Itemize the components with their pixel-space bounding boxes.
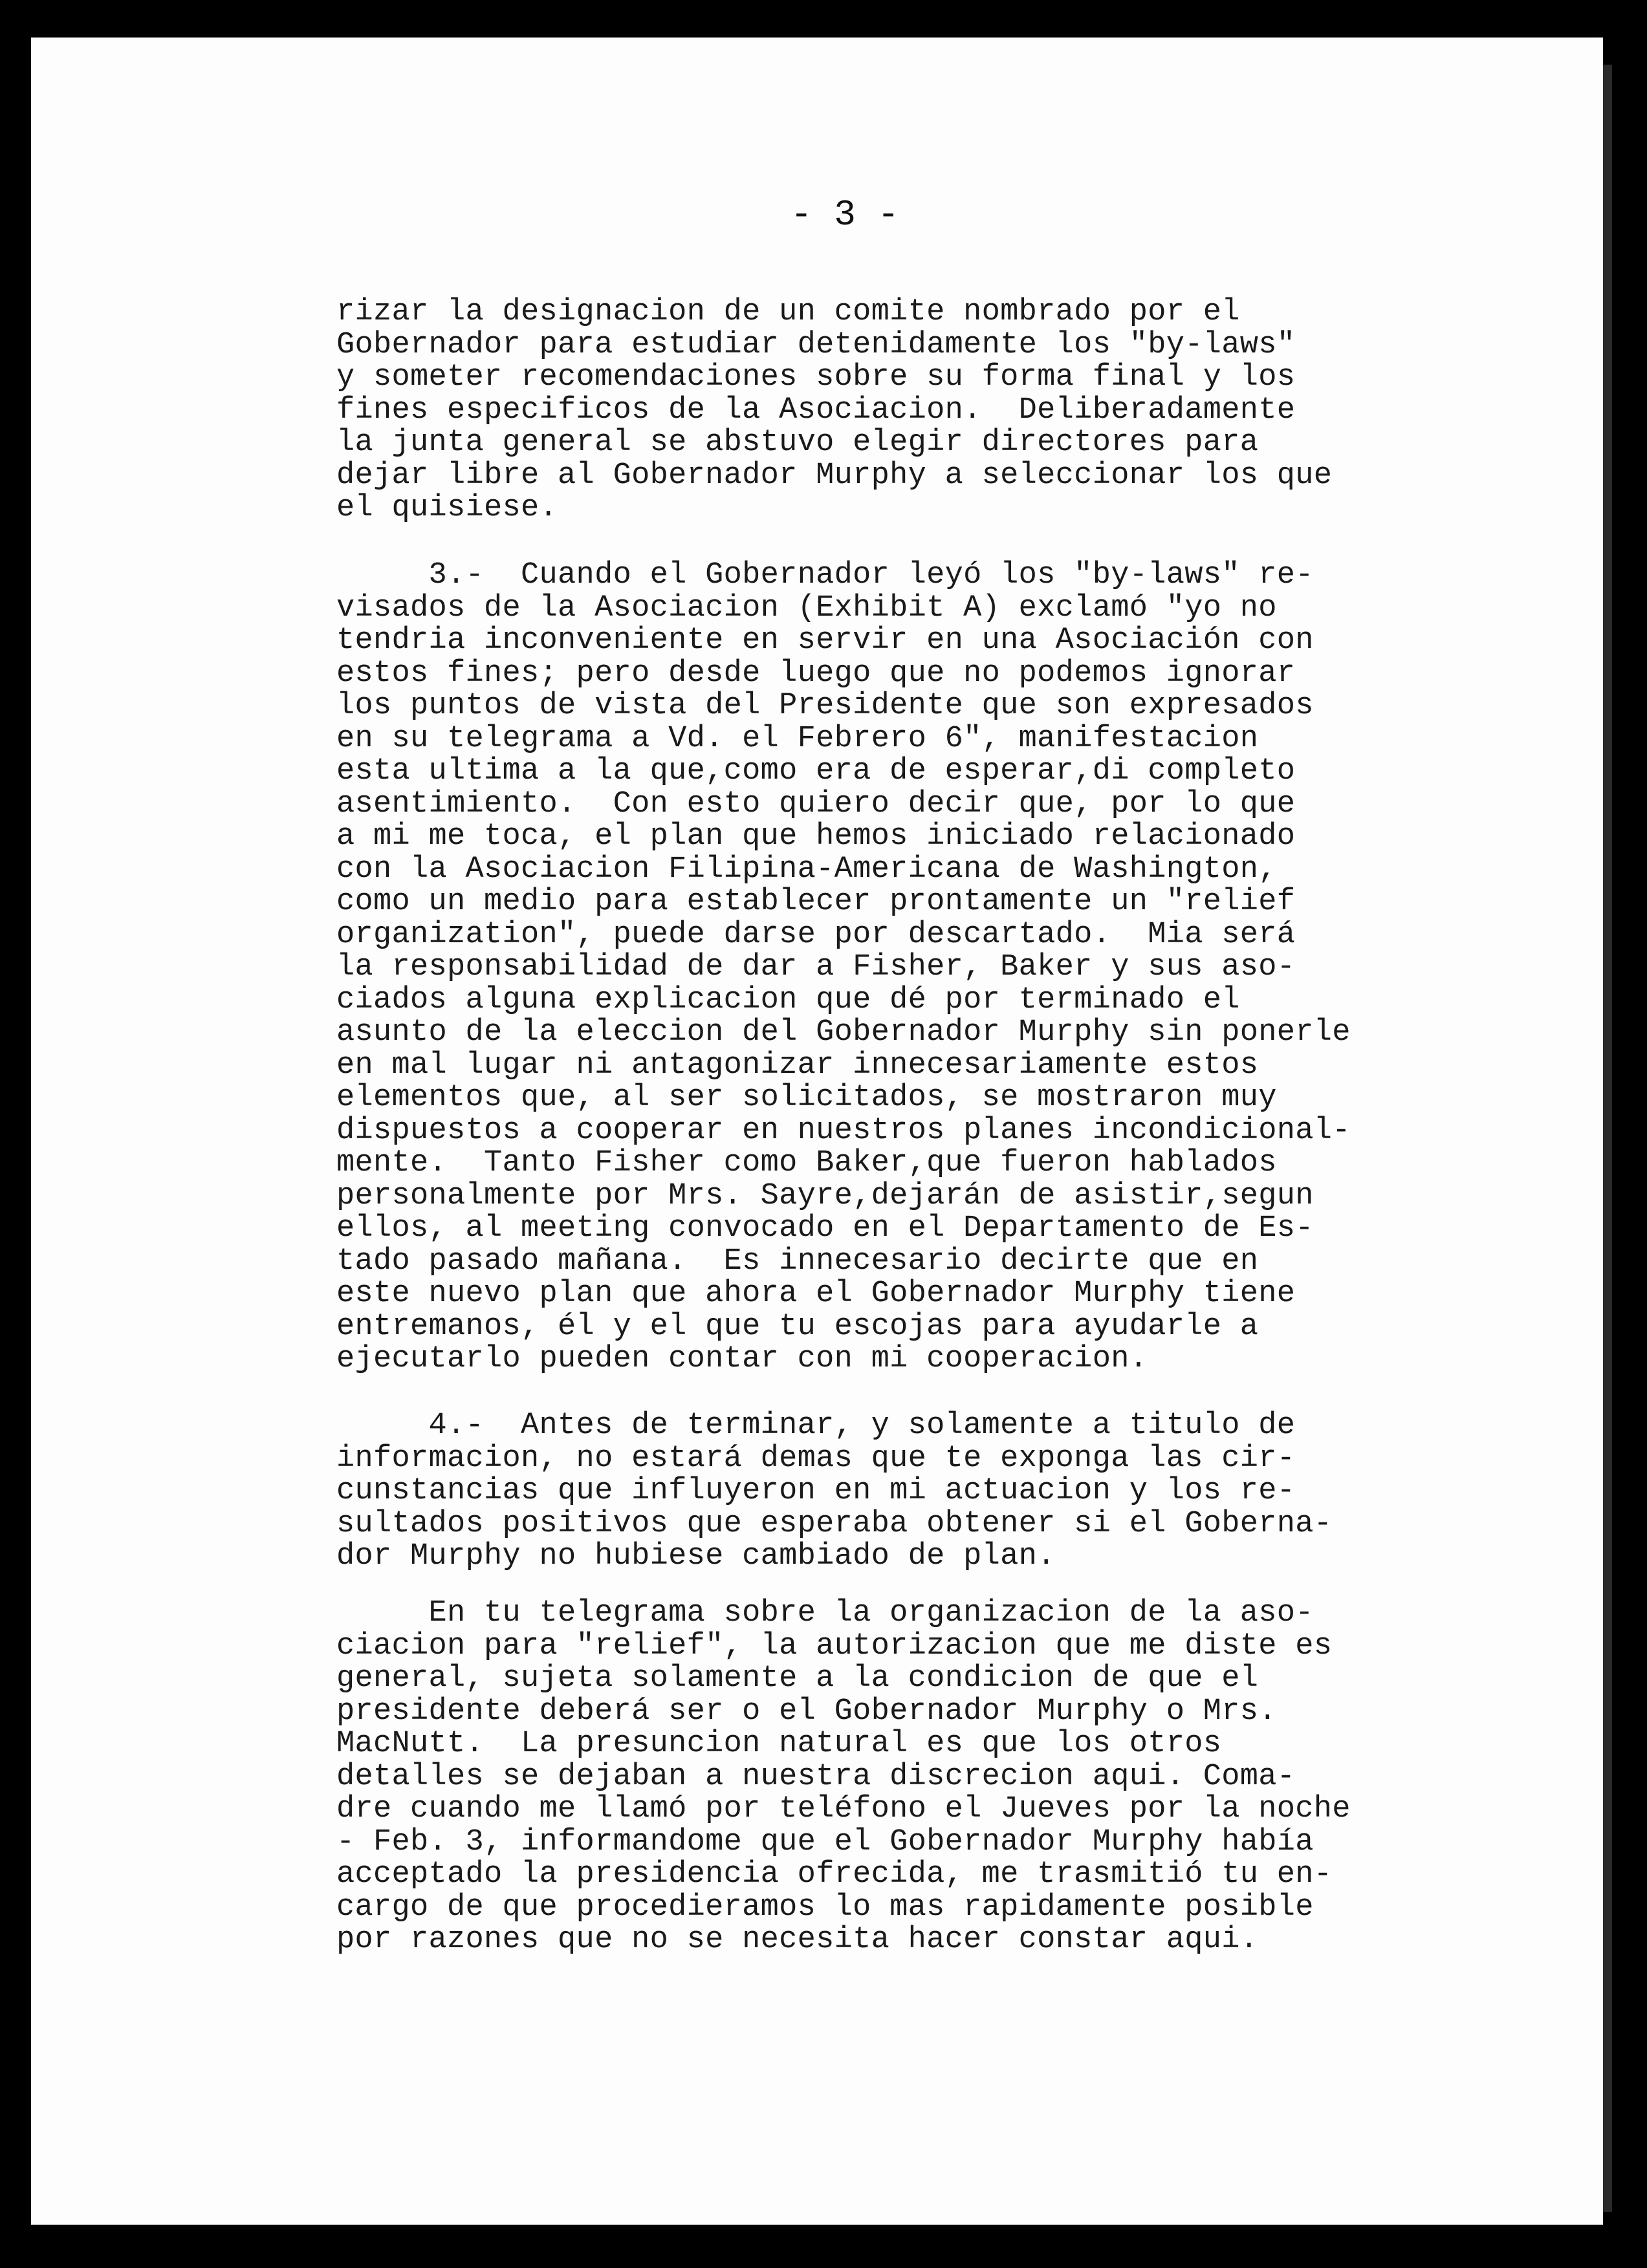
text-line: asunto de la eleccion del Gobernador Murphy sin ponerle	[336, 1015, 1351, 1050]
text-line: dre cuando me llamó por teléfono el Jueves por la noche	[336, 1792, 1351, 1826]
text-line: cargo de que procedieramos lo mas rapidamente posible	[336, 1890, 1314, 1925]
page-shadow-edge	[1603, 65, 1612, 2212]
text-line: esta ultima a la que,como era de esperar,di completo	[336, 754, 1296, 788]
paragraph-4	[336, 1597, 1351, 1957]
text-line: dejar libre al Gobernador Murphy a seleccionar los que	[336, 458, 1333, 493]
text-line: en su telegrama a Vd. el Febrero 6", manifestacion	[336, 721, 1259, 756]
text-line: el quisiese.	[336, 491, 558, 525]
text-line: la responsabilidad de dar a Fisher, Baker y sus aso-	[336, 950, 1296, 984]
text-line: mente. Tanto Fisher como Baker,que fueron hablados	[336, 1146, 1277, 1180]
text-line: y someter recomendaciones sobre su forma final y los	[336, 360, 1296, 394]
text-line: 4.- Antes de terminar, y solamente a titulo de	[336, 1409, 1296, 1443]
text-line: ciacion para "relief", la autorizacion que me diste es	[336, 1628, 1333, 1663]
text-line: fines especificos de la Asociacion. Deliberadamente	[336, 393, 1296, 427]
text-line: ellos, al meeting convocado en el Departamento de Es-	[336, 1211, 1314, 1246]
text-line: 3.- Cuando el Gobernador leyó los "by-laws" re-	[336, 558, 1314, 592]
text-line: presidente deberá ser o el Gobernador Murphy o Mrs.	[336, 1694, 1277, 1729]
text-line: general, sujeta solamente a la condicion de que el	[336, 1661, 1259, 1696]
text-line: rizar la designacion de un comite nombrado por el	[336, 295, 1240, 329]
paragraph-2	[336, 559, 1351, 1376]
text-line: detalles se dejaban a nuestra discrecion aqui. Coma-	[336, 1759, 1296, 1794]
text-line: acceptado la presidencia ofrecida, me trasmitió tu en-	[336, 1857, 1333, 1892]
text-line: dor Murphy no hubiese cambiado de plan.	[336, 1539, 1056, 1573]
text-line: estos fines; pero desde luego que no podemos ignorar	[336, 656, 1296, 691]
text-line: - Feb. 3, informandome que el Gobernador Murphy había	[336, 1824, 1314, 1859]
text-line: En tu telegrama sobre la organizacion de la aso-	[336, 1596, 1314, 1630]
text-line: con la Asociacion Filipina-Americana de Washington,	[336, 852, 1277, 887]
text-line: MacNutt. La presuncion natural es que los otros	[336, 1727, 1222, 1761]
text-line: informacion, no estará demas que te exponga las cir-	[336, 1441, 1296, 1476]
text-line: los puntos de vista del Presidente que son expresados	[336, 689, 1314, 723]
text-line: tendria inconveniente en servir en una Asociación con	[336, 623, 1314, 658]
text-line: entremanos, él y el que tu escojas para ayudarle a	[336, 1309, 1259, 1344]
text-line: a mi me toca, el plan que hemos iniciado relacionado	[336, 819, 1296, 854]
text-line: en mal lugar ni antagonizar innecesariamente estos	[336, 1048, 1259, 1083]
text-line: asentimiento. Con esto quiero decir que, por lo que	[336, 786, 1296, 821]
text-line: la junta general se abstuvo elegir directores para	[336, 426, 1259, 460]
text-line: sultados positivos que esperaba obtener si el Goberna-	[336, 1506, 1333, 1541]
text-line: por razones que no se necesita hacer constar aqui.	[336, 1923, 1259, 1957]
text-line: elementos que, al ser solicitados, se mostraron muy	[336, 1081, 1277, 1115]
paragraph-3	[336, 1410, 1332, 1573]
text-line: visados de la Asociacion (Exhibit A) exclamó "yo no	[336, 590, 1277, 625]
text-line: tado pasado mañana. Es innecesario decirte que en	[336, 1244, 1259, 1279]
paragraph-1	[336, 296, 1332, 525]
text-line: ciados alguna explicacion que dé por terminado el	[336, 982, 1240, 1017]
text-line: este nuevo plan que ahora el Gobernador Murphy tiene	[336, 1277, 1296, 1311]
text-line: Gobernador para estudiar detenidamente los "by-laws"	[336, 327, 1296, 362]
text-line: personalmente por Mrs. Sayre,dejarán de asistir,segun	[336, 1178, 1314, 1213]
text-line: como un medio para establecer prontamente un "relief	[336, 885, 1296, 919]
page-number: - 3 -	[791, 194, 900, 235]
text-line: cunstancias que influyeron en mi actuacion y los re-	[336, 1474, 1296, 1508]
text-line: dispuestos a cooperar en nuestros planes incondicional-	[336, 1113, 1351, 1148]
text-line: organization", puede darse por descartado. Mia será	[336, 917, 1296, 952]
text-line: ejecutarlo pueden contar con mi cooperacion.	[336, 1342, 1148, 1376]
